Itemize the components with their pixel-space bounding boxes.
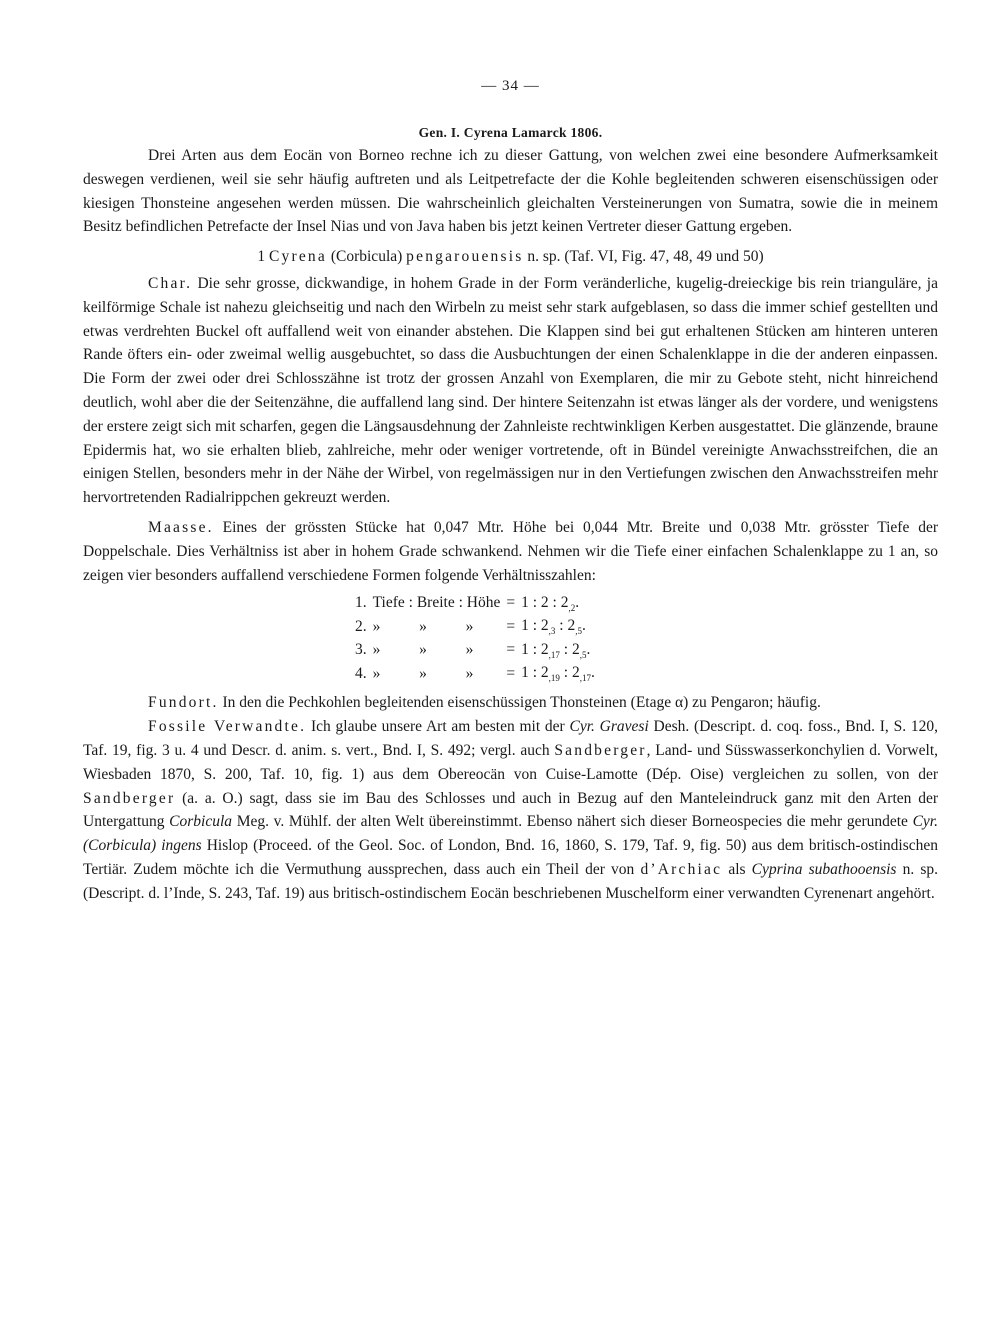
ratio-number: 2. bbox=[355, 617, 367, 635]
ratio-end: . bbox=[581, 617, 586, 635]
ratio-label: Tiefe : Breite : Höhe bbox=[372, 594, 501, 612]
ratio-value-a: 1 : 2 bbox=[521, 593, 549, 611]
maasse-text: Eines der grössten Stücke hat 0,047 Mtr. Höhe bei 0,044 Mtr. Breite und 0,038 Mtr. grösster Tiefe der Doppelschale. Dies Verhältniss ist aber in hohem Grade schwankend. Nehmen wir die Tiefe einer einfachen Schalenklappe zu 1 an, so zeigen vier besonders auffallend verschiedene Formen folgende Verhältnisszahlen: bbox=[83, 518, 938, 584]
maasse-label: Maasse. bbox=[148, 518, 214, 536]
ratio-row bbox=[355, 615, 601, 639]
fundort-paragraph bbox=[83, 691, 938, 715]
ratio-row bbox=[355, 662, 601, 686]
page-number: — 34 — bbox=[481, 78, 540, 94]
ratio-equals: = bbox=[506, 664, 516, 682]
ratio-sub-a: ,17 bbox=[548, 649, 560, 660]
ratio-number: 3. bbox=[355, 641, 367, 659]
fossile-text: Hislop (Proceed. of the Geol. Soc. of London, Bnd. 16, 1860, S. 179, Taf. 9, fig. 50) aus dem britisch-ostindischen Tertiär. Zudem möchte ich die Vermuthung aussprechen, dass auch ein Theil der von bbox=[83, 837, 938, 878]
fossile-label: Fossile Verwandte. bbox=[148, 718, 307, 736]
taxon-name: Cyr. (Corbicula) ingens bbox=[83, 813, 938, 855]
char-label: Char. bbox=[148, 274, 193, 292]
ratio-value-a: 1 : 2 bbox=[521, 640, 549, 658]
page-body bbox=[83, 78, 938, 906]
ratio-value-b: : 2 bbox=[548, 593, 569, 611]
char-paragraph bbox=[83, 272, 938, 510]
ratio-label: » » » bbox=[372, 617, 474, 635]
maasse-paragraph bbox=[83, 516, 938, 587]
ratio-row bbox=[355, 638, 601, 662]
ratio-end: . bbox=[575, 593, 580, 611]
ratio-equals: = bbox=[506, 617, 516, 635]
ratio-sub-a: ,3 bbox=[548, 626, 556, 637]
ratio-equals: = bbox=[506, 641, 516, 659]
genus-heading: Gen. I. Cyrena Lamarck 1806. bbox=[418, 125, 603, 140]
fossile-text: n. sp. (Descript. d. l’Inde, S. 243, Taf. 19) aus britisch-ostindischem Eocän beschriebenen Muschelform einer verwandten Cyrenenart angehört. bbox=[83, 860, 938, 902]
ratio-sub-b: ,17 bbox=[579, 673, 591, 684]
taxon-name: Corbicula bbox=[169, 813, 233, 831]
fundort-label: Fundort. bbox=[148, 694, 219, 712]
author-name: Sandberger bbox=[554, 741, 647, 759]
ratio-value-b: : 2 bbox=[559, 664, 580, 682]
char-text: Die sehr grosse, dickwandige, in hohem Grade in der Form veränderliche, kugelig-dreieckige bis rein trianguläre, ja keilförmige Schale ist nahezu gleichseitig und nach den Wirbeln zu meist sehr stark aufgeblasen, so dass die immer schief gestellten und etwas verdrehten Buckel oft auffallend weit von einander abstehen. Die Klappen sind bei gut erhaltenen Stücken am hinteren unteren Rande öfters ein- oder zweimal wellig ausgebuchtet, so dass die Ausbuchtungen der einen Schalenklappe in die der anderen einpassen. Die Form der zwei oder drei Schlosszähne ist trotz der grossen Anzahl von Exemplaren, die mir zu Gebote steht, nicht hinreichend deutlich, wohl aber die der Seitenzähne, die auffallend lang sind. Der hintere Seitenzahn ist etwas länger als der vordere, und wenigstens der erstere zeigt sich mit scharfen, gegen die Längsausdehnung der Zahnleiste rechtwinkligen Kerben ausgestattet. Die glänzende, braune Epidermis hat, wo sie erhalten blieb, zahlreiche, mehr oder weniger vortretende, oft in Bündel vereinigte Anwachsstreifchen, die an einigen Stellen, besonders mehr in der Nähe der Wirbel, von regelmässigen nur in den Vertiefungen zwischen den Anwachsstreifen mehr hervortretenden Radialrippchen gekreuzt werden. bbox=[83, 274, 938, 507]
fossile-text: , Land- und Süsswasserkonchylien d. Vorwelt, Wiesbaden 1870, S. 200, Taf. 10, fig. 1) aus dem Obereocän von Cuise-Lamotte (Dép. Oise) vergleichen zu sollen, von der bbox=[83, 741, 938, 783]
fossile-text: Desh. (Descript. d. coq. foss., Bnd. I, S. 120, Taf. 19, fig. 3 u. 4 und Descr. d. anim. s. vert., Bnd. I, S. 492; vergl. auch bbox=[83, 718, 938, 759]
author-name: d’Archiac bbox=[640, 860, 723, 878]
ratio-label: » » » bbox=[372, 664, 474, 682]
ratio-sub-b: ,5 bbox=[579, 649, 587, 660]
ratio-table bbox=[355, 591, 601, 685]
intro-paragraph: Drei Arten aus dem Eocän von Borneo rechne ich zu dieser Gattung, von welchen zwei eine besondere Aufmerksamkeit deswegen verdienen, weil sie sehr häufig auftreten und als Leitpetrefacte der die Kohle begleitenden schweren eisenschüssigen oder kiesigen Thonsteine angesehen werden müssen. Die wahrscheinlich gleichalten Versteinerungen von Sumatra, sowie die in meinem Besitz befindlichen Petrefacte der Insel Nias und von Java haben bis jetzt keinen Vertreter dieser Gattung ergeben. bbox=[83, 147, 938, 236]
taxon-name: Cyr. Gravesi bbox=[569, 718, 649, 736]
fossile-text: (a. a. O.) sagt, dass sie im Bau des Schlosses und auch in Bezug auf den Manteleindruck ganz mit den Arten der Untergattung bbox=[83, 789, 938, 831]
ratio-sub-b: ,2 bbox=[568, 602, 576, 613]
ratio-value-a: 1 : 2 bbox=[521, 617, 549, 635]
species-number: 1 bbox=[257, 248, 266, 266]
ratio-end: . bbox=[590, 664, 595, 682]
ratio-sub-b: ,5 bbox=[575, 626, 582, 637]
species-genus: Cyrena bbox=[269, 248, 327, 266]
species-reference: n. sp. (Taf. VI, Fig. 47, 48, 49 und 50) bbox=[527, 248, 764, 266]
species-subgenus: (Corbicula) bbox=[330, 248, 403, 266]
ratio-number: 4. bbox=[355, 664, 367, 682]
ratio-value-a: 1 : 2 bbox=[521, 664, 549, 682]
species-name: pengarouensis bbox=[406, 248, 524, 266]
fossile-text: als bbox=[722, 860, 752, 878]
author-name: Sandberger bbox=[83, 789, 176, 807]
ratio-row bbox=[355, 591, 601, 615]
ratio-end: . bbox=[586, 640, 591, 658]
fossile-text: Ich glaube unsere Art am besten mit der bbox=[306, 718, 570, 736]
ratio-label: » » » bbox=[372, 641, 474, 659]
fossile-paragraph bbox=[83, 715, 938, 905]
ratio-equals: = bbox=[506, 594, 516, 612]
ratio-value-b: : 2 bbox=[555, 617, 576, 635]
fundort-text: In den die Pechkohlen begleitenden eisenschüssigen Thonsteinen (Etage α) zu Pengaron; häufig. bbox=[218, 694, 821, 712]
ratio-value-b: : 2 bbox=[559, 640, 580, 658]
species-heading bbox=[83, 245, 938, 269]
ratio-number: 1. bbox=[355, 594, 367, 612]
taxon-name: Cyprina subathooensis bbox=[751, 860, 897, 878]
ratio-sub-a: ,19 bbox=[548, 673, 560, 684]
fossile-text: Meg. v. Mühlf. der alten Welt übereinstimmt. Ebenso nähert sich dieser Borneospecies die mehr gerundete bbox=[232, 813, 913, 831]
